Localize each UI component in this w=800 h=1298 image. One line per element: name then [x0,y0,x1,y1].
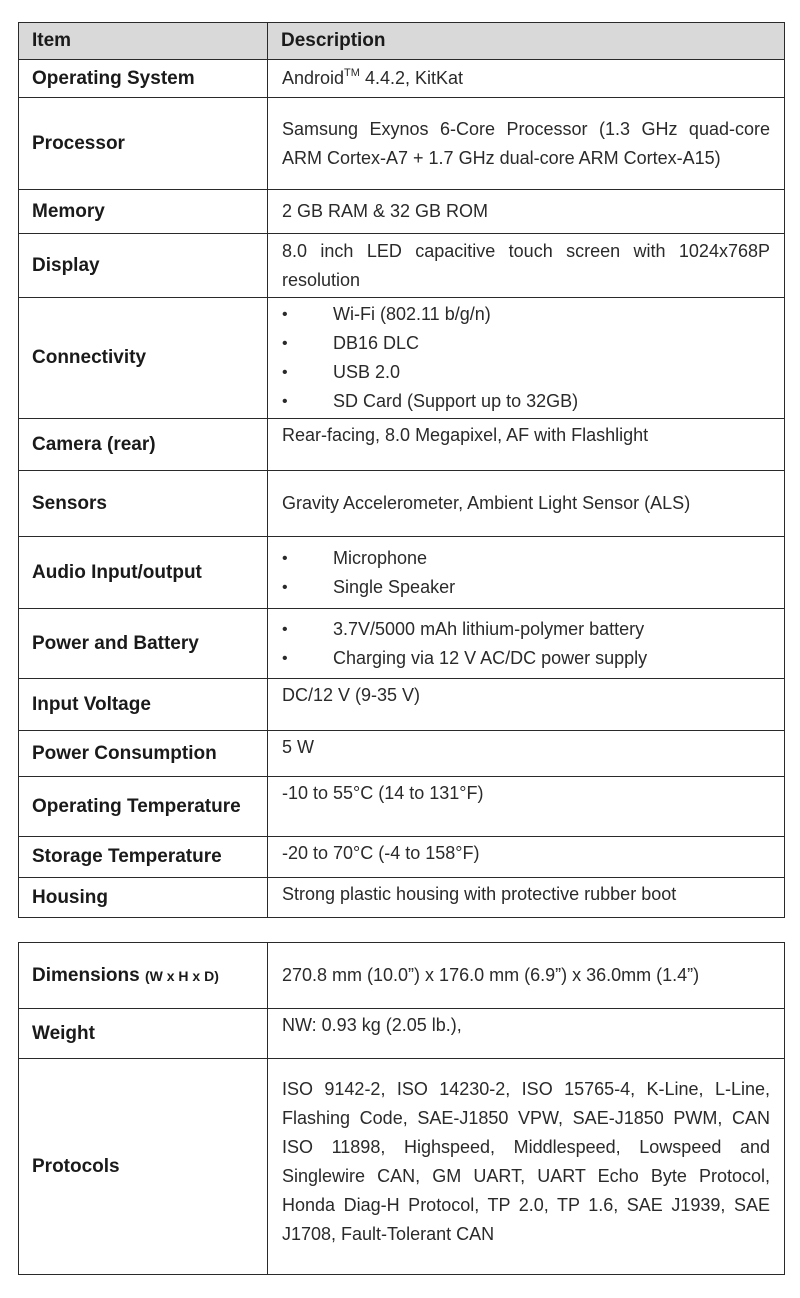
dimensions-label: Dimensions [32,964,140,986]
list-item: • Microphone [282,544,770,573]
dimensions-unit-note: (W x H x D) [144,967,219,984]
table-row [19,190,785,234]
row-label: Processor [19,98,268,190]
row-label: Memory [19,190,268,234]
list-item: • 3.7V/5000 mAh lithium-polymer battery [282,615,770,644]
row-value: 2 GB RAM & 32 GB ROM [268,190,785,234]
row-value: 8.0 inch LED capacitive touch screen with 1024x768P resolution [268,234,785,298]
table-row [19,777,785,837]
row-label: Display [19,234,268,298]
row-value [268,298,785,419]
table-row [19,878,785,918]
row-value: -10 to 55°C (14 to 131°F) [268,777,785,837]
row-value: Gravity Accelerometer, Ambient Light Sensor (ALS) [268,471,785,537]
connectivity-list [282,300,770,416]
table-row [19,1059,785,1275]
table-row [19,837,785,878]
table-row [19,234,785,298]
list-item: • Charging via 12 V AC/DC power supply [282,644,770,673]
row-value: Rear-facing, 8.0 Megapixel, AF with Flashlight [268,419,785,471]
row-label: Connectivity [19,298,268,419]
table-row [19,60,785,98]
row-label: Storage Temperature [19,837,268,878]
table-row [19,98,785,190]
row-value [268,60,785,98]
table-row [19,298,785,419]
row-value: Strong plastic housing with protective rubber boot [268,878,785,918]
trademark-mark: TM [344,67,360,79]
audio-list [282,544,770,602]
row-value [268,609,785,679]
table-row [19,679,785,731]
list-item: • USB 2.0 [282,358,770,387]
header-description: Description [268,23,785,60]
header-item: Item [19,23,268,60]
row-value: 5 W [268,731,785,777]
table-row [19,537,785,609]
row-label: Sensors [19,471,268,537]
row-value [268,537,785,609]
row-value: DC/12 V (9-35 V) [268,679,785,731]
power-list [282,615,770,673]
row-value: ISO 9142-2, ISO 14230-2, ISO 15765-4, K-Line, L-Line, Flashing Code, SAE-J1850 VPW, SAE-J1850 PWM, CAN ISO 11898, Highspeed, Middlespeed, Lowspeed and Singlewire CAN, GM UART, UART Echo Byte Protocol, Honda Diag-H Protocol, TP 2.0, TP 1.6, SAE J1939, SAE J1708, Fault-Tolerant CAN [268,1059,785,1275]
row-label: Power and Battery [19,609,268,679]
row-label: Power Consumption [19,731,268,777]
row-label: Operating System [19,60,268,98]
table-row [19,731,785,777]
row-label [19,943,268,1009]
spec-table [18,22,785,918]
row-value: -20 to 70°C (-4 to 158°F) [268,837,785,878]
row-value: 270.8 mm (10.0”) x 176.0 mm (6.9”) x 36.0mm (1.4”) [268,943,785,1009]
row-value: Samsung Exynos 6-Core Processor (1.3 GHz quad-core ARM Cortex-A7 + 1.7 GHz dual-core ARM Cortex-A15) [268,98,785,190]
table-row [19,1009,785,1059]
table-header-row [19,23,785,60]
row-label: Input Voltage [19,679,268,731]
spec-table-secondary [18,942,785,1275]
list-item: • SD Card (Support up to 32GB) [282,387,770,416]
list-item: • DB16 DLC [282,329,770,358]
table-row [19,419,785,471]
row-label: Camera (rear) [19,419,268,471]
table-row [19,471,785,537]
row-label: Weight [19,1009,268,1059]
table-row [19,609,785,679]
list-item: • Wi-Fi (802.11 b/g/n) [282,300,770,329]
row-value: NW: 0.93 kg (2.05 lb.), [268,1009,785,1059]
os-version: 4.4.2, KitKat [359,68,463,88]
table-row [19,943,785,1009]
row-label: Protocols [19,1059,268,1275]
os-name: Android [282,68,345,88]
row-label: Audio Input/output [19,537,268,609]
list-item: • Single Speaker [282,573,770,602]
row-label: Operating Temperature [19,777,268,837]
row-label: Housing [19,878,268,918]
